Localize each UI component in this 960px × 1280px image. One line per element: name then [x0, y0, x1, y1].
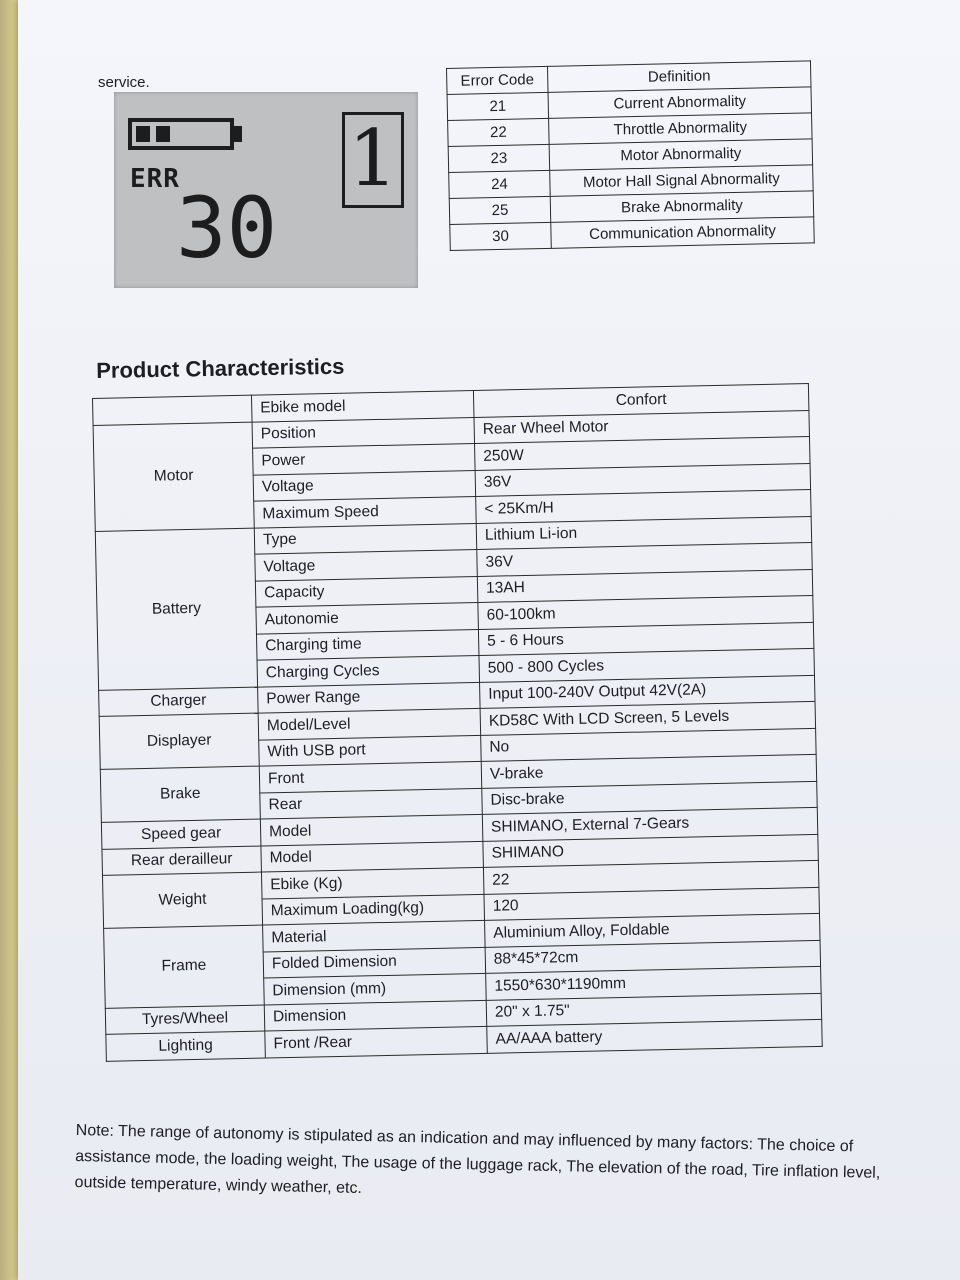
- error-code-cell: 30: [450, 222, 552, 250]
- definition-cell: Throttle Abnormality: [549, 113, 812, 145]
- lcd-err-label: ERR: [130, 164, 180, 194]
- battery-cell: [156, 126, 170, 142]
- spec-property: Dimension: [264, 1000, 487, 1031]
- spec-property: Ebike (Kg): [261, 867, 484, 898]
- spec-value: 13AH: [477, 569, 812, 603]
- spec-value: V-brake: [481, 754, 816, 788]
- spec-property: Front: [259, 761, 482, 792]
- error-code-cell: 21: [447, 92, 549, 120]
- spec-value: Aluminium Alloy, Foldable: [485, 913, 820, 947]
- spec-value: SHIMANO, External 7-Gears: [482, 807, 817, 841]
- lcd-display-illustration: [114, 92, 418, 288]
- definition-cell: Brake Abnormality: [550, 191, 813, 223]
- spec-header-value: Confort: [473, 383, 808, 417]
- spec-property: Model: [261, 841, 484, 872]
- spec-value: Input 100-240V Output 42V(2A): [480, 675, 815, 709]
- spec-property: Maximum Speed: [254, 496, 477, 527]
- error-code-cell: 24: [449, 170, 551, 198]
- error-code-cell: 22: [448, 118, 550, 146]
- spec-property: With USB port: [259, 735, 482, 766]
- spec-category: Battery: [95, 528, 257, 690]
- spec-property: Power: [253, 443, 476, 474]
- battery-terminal: [234, 126, 242, 142]
- error-code-cell: 25: [449, 196, 551, 224]
- spec-property: Model/Level: [258, 708, 481, 739]
- spec-value: AA/AAA battery: [487, 1019, 822, 1053]
- spec-value: 120: [484, 887, 819, 921]
- spec-property: Voltage: [253, 470, 476, 501]
- spec-value: KD58C With LCD Screen, 5 Levels: [480, 701, 815, 735]
- spec-property: Position: [252, 417, 475, 448]
- spec-value: 250W: [475, 436, 810, 470]
- error-code-table: [446, 60, 815, 251]
- spec-property: Charging time: [256, 629, 479, 660]
- spec-category: Weight: [102, 872, 262, 928]
- spec-property: Maximum Loading(kg): [262, 894, 485, 925]
- lcd-error-code: 30: [176, 179, 278, 277]
- spec-category: Lighting: [106, 1031, 266, 1061]
- spec-category: Tyres/Wheel: [105, 1005, 265, 1035]
- spec-value: 22: [483, 860, 818, 894]
- spec-property: Voltage: [255, 549, 478, 580]
- spec-value: < 25Km/H: [476, 489, 811, 523]
- spec-property: Model: [260, 814, 483, 845]
- spec-category: Speed gear: [101, 819, 261, 849]
- spec-category: Brake: [100, 766, 260, 822]
- lcd-gear-level: 1: [342, 112, 404, 208]
- spec-property: Autonomie: [256, 602, 479, 633]
- manual-page: [18, 0, 960, 1280]
- spec-property: Front /Rear: [265, 1026, 488, 1057]
- service-text: service.: [98, 74, 150, 91]
- definition-cell: Motor Abnormality: [549, 139, 812, 171]
- spec-value: 88*45*72cm: [485, 940, 820, 974]
- section-title: Product Characteristics: [96, 353, 345, 383]
- error-code-header: Error Code: [447, 66, 549, 94]
- spec-property: Material: [263, 920, 486, 951]
- definition-cell: Current Abnormality: [548, 87, 811, 119]
- spec-property: Rear: [260, 788, 483, 819]
- spec-value: 36V: [477, 542, 812, 576]
- battery-cell: [136, 126, 150, 142]
- spec-header-blank: [93, 395, 253, 425]
- autonomy-note: Note: The range of autonomy is stipulated as an indication and may influenced by many factors: The choice of assistance mode, the loading weight, The usage of the luggage rack, The elevation of the road, Tire inflation level, outside temperature, windy weather, etc.: [74, 1121, 881, 1197]
- spec-value: SHIMANO: [483, 834, 818, 868]
- spec-value: 20" x 1.75": [486, 993, 821, 1027]
- definition-cell: Communication Abnormality: [551, 217, 814, 249]
- spec-property: Power Range: [258, 682, 481, 713]
- error-code-cell: 23: [448, 144, 550, 172]
- spec-value: Lithium Li-ion: [476, 516, 811, 550]
- spec-category: Frame: [104, 925, 265, 1008]
- spec-value: 5 - 6 Hours: [478, 622, 813, 656]
- spec-value: 1550*630*1190mm: [486, 966, 821, 1000]
- spec-property: Dimension (mm): [264, 973, 487, 1004]
- spec-value: 500 - 800 Cycles: [479, 648, 814, 682]
- spec-property: Type: [254, 523, 477, 554]
- spec-header-label: Ebike model: [251, 391, 474, 422]
- spec-value: Rear Wheel Motor: [474, 410, 809, 444]
- product-spec-table: [92, 383, 823, 1061]
- spec-value: Disc-brake: [482, 781, 817, 815]
- spec-category: Motor: [93, 422, 254, 531]
- spec-category: Charger: [99, 687, 259, 717]
- spec-property: Folded Dimension: [263, 947, 486, 978]
- spec-value: No: [481, 728, 816, 762]
- spec-category: Displayer: [99, 713, 259, 769]
- battery-icon: [128, 118, 234, 150]
- definition-cell: Motor Hall Signal Abnormality: [550, 165, 813, 197]
- definition-header: Definition: [547, 61, 810, 93]
- spec-value: 60-100km: [478, 595, 813, 629]
- spec-property: Capacity: [255, 576, 478, 607]
- spec-category: Rear derailleur: [102, 846, 262, 876]
- spec-value: 36V: [475, 463, 810, 497]
- spec-property: Charging Cycles: [257, 655, 480, 686]
